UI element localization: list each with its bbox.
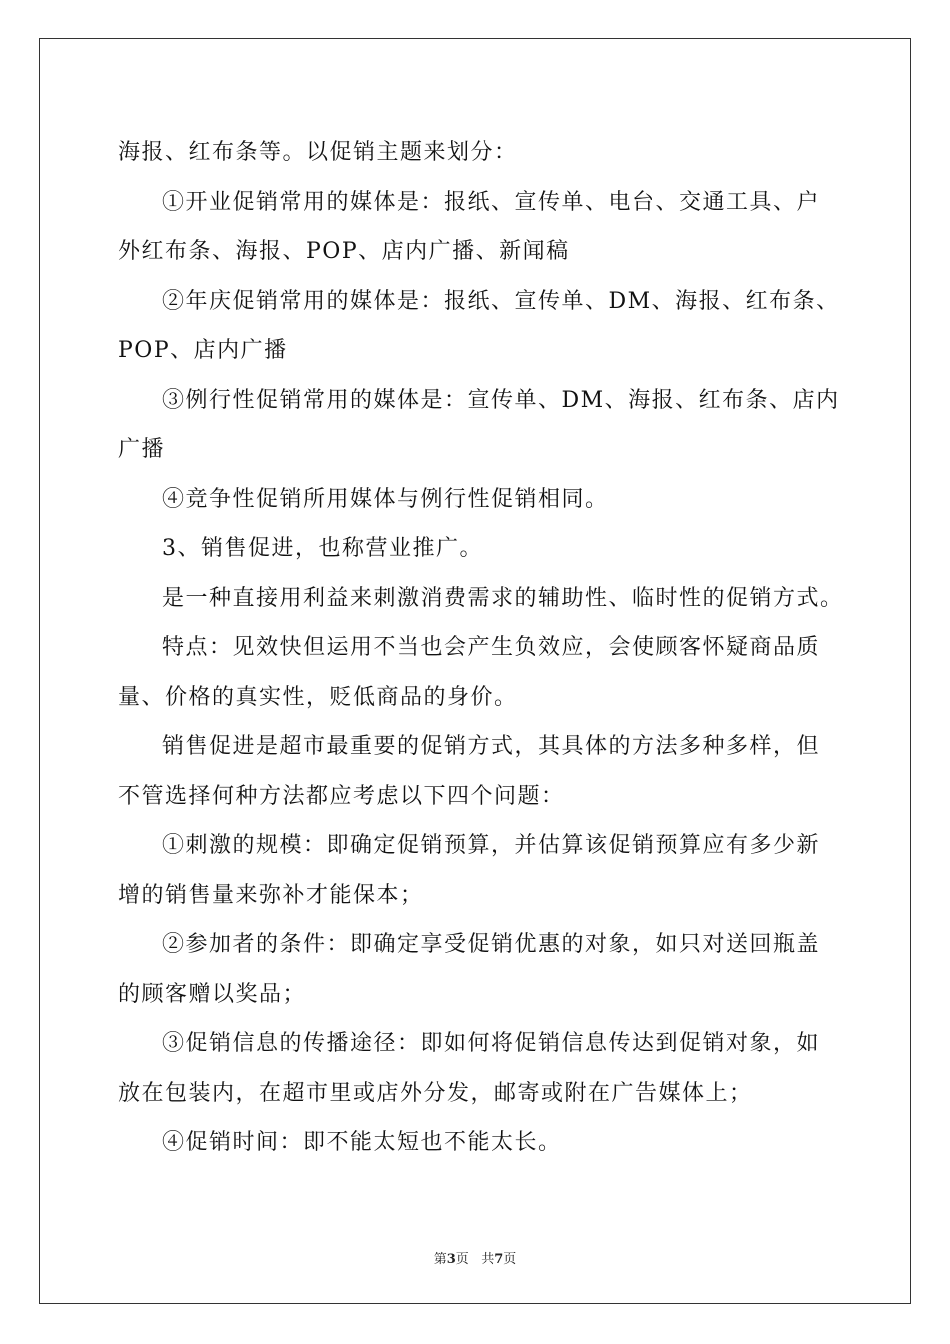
footer-page-prefix: 第 bbox=[433, 1252, 447, 1267]
footer-page-suffix: 页 bbox=[455, 1252, 469, 1267]
text-line: ③例行性促销常用的媒体是：宣传单、DM、海报、红布条、店内 bbox=[162, 387, 840, 413]
text-line: 放在包装内，在超市里或店外分发，邮寄或附在广告媒体上； bbox=[118, 1080, 753, 1106]
document-body bbox=[118, 128, 858, 1168]
text-line: ②参加者的条件：即确定享受促销优惠的对象，如只对送回瓶盖 bbox=[162, 932, 821, 957]
text-line: POP、店内广播 bbox=[118, 338, 288, 363]
page-footer bbox=[0, 1248, 950, 1267]
footer-total-prefix: 共 bbox=[481, 1252, 495, 1267]
footer-total-suffix: 页 bbox=[503, 1252, 517, 1267]
text-line: 的顾客赠以奖品； bbox=[118, 981, 307, 1007]
text-line: 量、价格的真实性，贬低商品的身价。 bbox=[118, 684, 518, 710]
text-line: 不管选择何种方法都应考虑以下四个问题： bbox=[118, 783, 565, 809]
text-line: 特点：见效快但运用不当也会产生负效应，会使顾客怀疑商品质 bbox=[162, 635, 821, 660]
text-line: 是一种直接用利益来刺激消费需求的辅助性、临时性的促销方式。 bbox=[162, 585, 844, 611]
footer-total-pages: 7 bbox=[494, 1252, 504, 1267]
text-line: ③促销信息的传播途径：即如何将促销信息传达到促销对象，如 bbox=[162, 1031, 821, 1056]
text-line: 外红布条、海报、POP、店内广播、新闻稿 bbox=[118, 239, 570, 264]
text-line: 广播 bbox=[118, 437, 166, 462]
text-line: ②年庆促销常用的媒体是：报纸、宣传单、DM、海报、红布条、 bbox=[162, 288, 840, 314]
footer-current-page: 3 bbox=[446, 1252, 456, 1267]
text-line: 增的销售量来弥补才能保本； bbox=[118, 882, 424, 908]
text-line: ④促销时间：即不能太短也不能太长。 bbox=[162, 1130, 562, 1155]
text-line: 销售促进是超市最重要的促销方式，其具体的方法多种多样，但 bbox=[162, 734, 821, 759]
text-line: ①开业促销常用的媒体是：报纸、宣传单、电台、交通工具、户 bbox=[162, 189, 821, 215]
text-line: ①刺激的规模：即确定促销预算，并估算该促销预算应有多少新 bbox=[162, 833, 821, 858]
text-line: 3、销售促进，也称营业推广。 bbox=[162, 536, 483, 561]
text-line: 海报、红布条等。以促销主题来划分： bbox=[118, 140, 518, 165]
text-line: ④竞争性促销所用媒体与例行性促销相同。 bbox=[162, 486, 609, 512]
